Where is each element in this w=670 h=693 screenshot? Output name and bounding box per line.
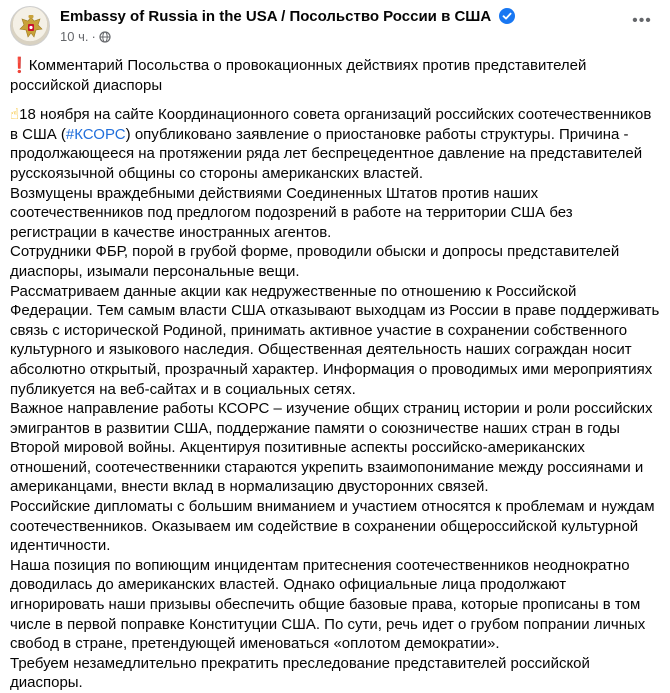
paragraph-5: Важное направление работы КСОРС – изучение общих страниц истории и роли российских эмигрантов в развитии США, поддержание памяти о союзничестве наших стран в годы Второй мировой войны. Акцентируя позитивные аспекты российско-американских отношений, соотечественники стараются укрепить взаимопонимание между россиянами и американцами, внести вклад в нормализацию двусторонних связей. (10, 400, 653, 496)
paragraph-4: Рассматриваем данные акции как недружественные по отношению к Российской Федерации. Тем самым власти США отказывают выходцам из России в праве поддерживать связь с исторической Родиной, принимать активное участие в сохранении собственного культурного и языкового наследия. Общественная деятельность наших сограждан носит абсолютно открытый, прозрачный характер. Информация о проводимых ими мероприятиях публикуется на веб-сайтах и в социальных сетях. (10, 282, 660, 398)
post-title-text: Комментарий Посольства о провокационных действиях против представителей российской диаспоры (10, 57, 587, 94)
paragraph-1 (10, 105, 662, 183)
post-content (10, 56, 662, 693)
meta-separator: · (91, 29, 96, 44)
paragraph-6: Российские дипломаты с большим вниманием и участием относятся к проблемам и нуждам соотечественников. Оказываем им содействие в сохранении общероссийской культурной идентичности. (10, 498, 655, 555)
hashtag-link[interactable]: #КСОРС (65, 125, 126, 143)
more-options-icon[interactable]: ••• (632, 12, 652, 29)
paragraph-1-start: 18 ноября на сайте Координационного совета организаций российских соотечественников в США ( (10, 106, 652, 143)
paragraph-2: Возмущены враждебными действиями Соединенных Штатов против наших соотечественников под предлогом подозрений в работе на территории США без регистрации в качестве иностранных агентов. (10, 184, 573, 241)
globe-icon[interactable] (99, 31, 111, 43)
post-meta (60, 29, 111, 45)
post-timestamp[interactable]: 10 ч. (60, 29, 89, 44)
verified-badge-icon (499, 8, 515, 24)
post-header (10, 4, 660, 52)
pointing-up-icon: ☝ (10, 106, 20, 124)
exclamation-icon: ❗ (10, 57, 29, 74)
avatar[interactable] (10, 6, 50, 46)
post-title (10, 56, 662, 95)
page-name-link[interactable]: Embassy of Russia in the USA / Посольство России в США (60, 8, 492, 25)
paragraph-3: Сотрудники ФБР, порой в грубой форме, проводили обыски и допросы представителей диаспоры, изымали персональные вещи. (10, 243, 620, 280)
paragraph-7: Наша позиция по вопиющим инцидентам притеснения соотечественников неоднократно доводилась до американских властей. Однако официальные лица продолжают игнорировать наши призывы обеспечить общие базовые права, которые прописаны в том числе в первой поправке Конституции США. По сути, речь идет о грубом попрании личных свобод в стране, претендующей именоваться «оплотом демократии». (10, 556, 646, 653)
coat-of-arms-icon (15, 11, 47, 43)
paragraph-1-end: ) опубликовано заявление о приостановке работы структуры. Причина - продолжающееся на протяжении ряда лет беспрецедентное давление на представителей русскоязычной общины со стороны американских властей. (10, 125, 643, 182)
paragraph-8: Требуем незамедлительно прекратить преследование представителей российской диаспоры. (10, 654, 590, 692)
